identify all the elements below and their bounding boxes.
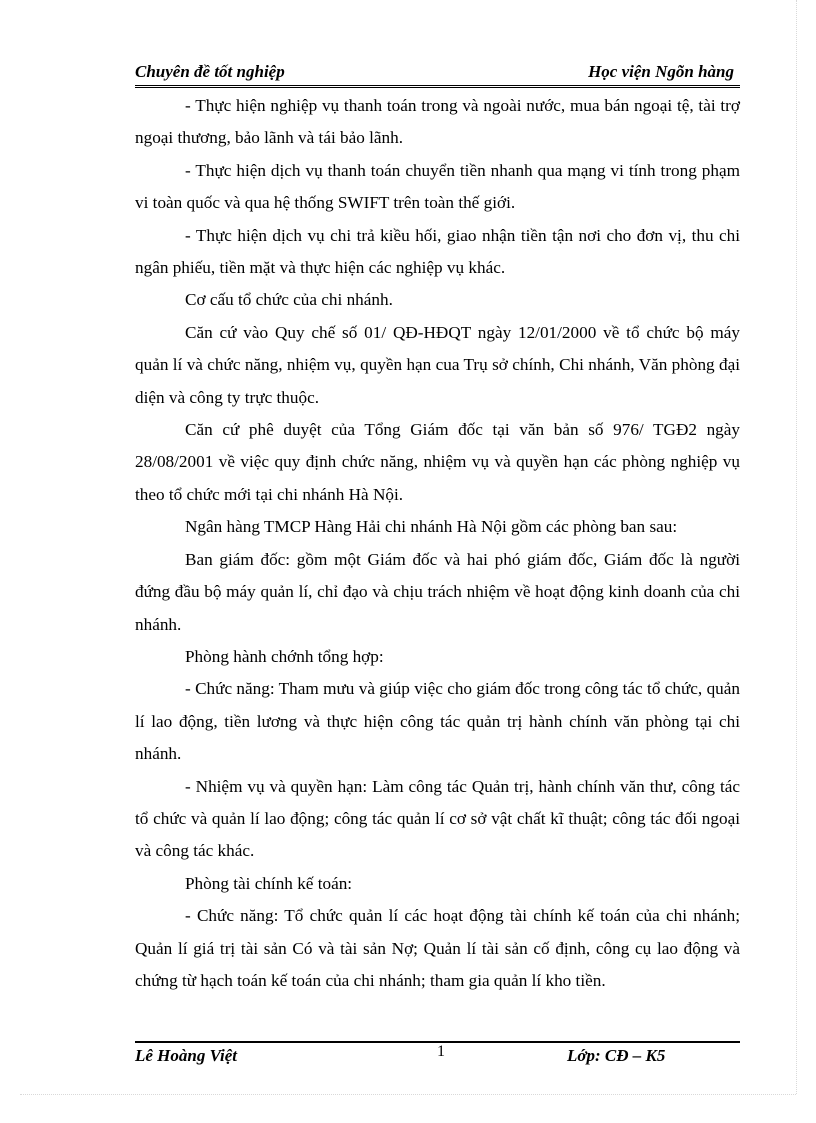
header-institution: Học viện Ngõn hàng	[588, 62, 734, 81]
page-border-bottom	[20, 1094, 796, 1095]
paragraph: Ban giám đốc: gồm một Giám đốc và hai phó giám đốc, Giám đốc là người đứng đầu bộ máy quản lí, chỉ đạo và chịu trách nhiệm về hoạt động kinh doanh của chi nhánh.	[135, 549, 740, 634]
paragraph: - Nhiệm vụ và quyền hạn: Làm công tác Quản trị, hành chính văn thư, công tác tổ chức và quản lí lao động; công tác quản lí cơ sở vật chất kĩ thuật; công tác đối ngoại và công tác khác.	[135, 776, 740, 861]
paragraph: - Thực hiện dịch vụ chi trả kiều hối, giao nhận tiền tận nơi cho đơn vị, thu chi ngân phiếu, tiền mặt và thực hiện các nghiệp vụ khác.	[135, 225, 740, 278]
page-number: 1	[437, 1043, 445, 1060]
paragraph: - Thực hiện dịch vụ thanh toán chuyển tiền nhanh qua mạng vi tính trong phạm vi toàn quốc và qua hệ thống SWIFT trên toàn thế giới.	[135, 160, 740, 213]
paragraph: Căn cứ vào Quy chế số 01/ QĐ-HĐQT ngày 12/01/2000 về tổ chức bộ máy quản lí và chức năng, nhiệm vụ, quyền hạn cua Trụ sở chính, Chi nhánh, Văn phòng đại diện và công ty trực thuộc.	[135, 322, 740, 407]
body-text	[135, 90, 740, 997]
header-rule	[135, 85, 740, 88]
page-footer	[135, 1043, 740, 1071]
paragraph: - Chức năng: Tham mưu và giúp việc cho giám đốc trong công tác tổ chức, quản lí lao động, tiền lương và thực hiện công tác quản trị hành chính văn phòng tại chi nhánh.	[135, 679, 740, 764]
footer-class: Lớp: CĐ – K5	[567, 1046, 666, 1065]
paragraph: Ngân hàng TMCP Hàng Hải chi nhánh Hà Nội gồm các phòng ban sau:	[185, 517, 678, 537]
page-header	[135, 60, 740, 84]
section-heading: Phòng hành chớnh tổng hợp:	[185, 646, 384, 666]
section-heading: Cơ cấu tổ chức của chi nhánh.	[185, 290, 393, 310]
paragraph: - Chức năng: Tổ chức quản lí các hoạt động tài chính kế toán của chi nhánh; Quản lí giá trị tài sản Có và tài sản Nợ; Quản lí tài sản cố định, công cụ lao động và chứng từ hạch toán kế toán của chi nhánh; tham gia quản lí kho tiền.	[135, 906, 740, 990]
footer-author: Lê Hoàng Việt	[135, 1046, 237, 1065]
section-heading: Phòng tài chính kế toán:	[185, 873, 353, 893]
paragraph: - Thực hiện nghiệp vụ thanh toán trong và ngoài nước, mua bán ngoại tệ, tài trợ ngoại thương, bảo lãnh và tái bảo lãnh.	[135, 96, 740, 148]
paragraph: Căn cứ phê duyệt của Tổng Giám đốc tại văn bản số 976/ TGĐ2 ngày 28/08/2001 về việc quy định chức năng, nhiệm vụ và quyền hạn các phòng nghiệp vụ theo tổ chức mới tại chi nhánh Hà Nội.	[135, 420, 740, 504]
page-border-right	[796, 0, 797, 1094]
header-document-type: Chuyên đề tốt nghiệp	[135, 62, 285, 81]
